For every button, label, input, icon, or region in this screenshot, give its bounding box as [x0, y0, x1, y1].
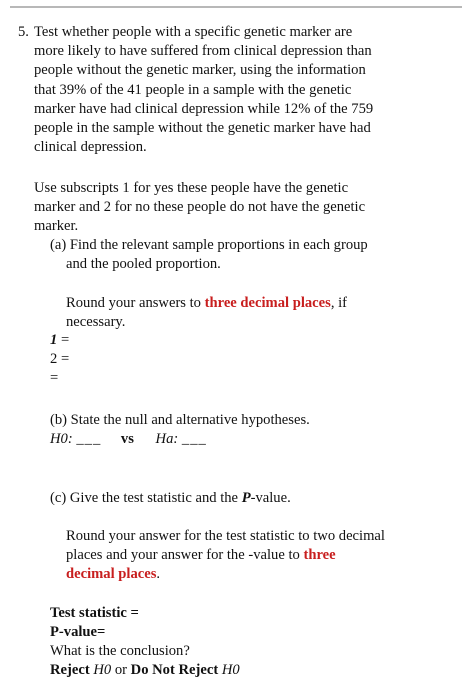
p1-label: 1	[50, 332, 58, 348]
part-c-prompt	[50, 489, 465, 508]
ha-blank[interactable]: ___	[181, 431, 207, 447]
rounding-emphasis: three decimal places	[204, 295, 331, 311]
p2-equals: =	[60, 351, 70, 367]
p2-row	[50, 350, 69, 369]
part-a-line: and the pooled proportion.	[66, 256, 221, 273]
rounding-emphasis: decimal places	[66, 566, 157, 583]
intro-line: Test whether people with a specific genetic marker are	[34, 24, 353, 40]
part-a-rounding	[66, 294, 466, 332]
reject-option[interactable]: Reject	[50, 662, 94, 678]
rounding-emphasis: three	[303, 547, 336, 564]
pooled-equals: =	[50, 370, 59, 386]
p1-equals: =	[60, 332, 70, 348]
p2-label: 2	[50, 351, 58, 367]
conclusion-options	[50, 661, 240, 680]
subscript-line: marker and 2 for no these people do not have the genetic	[34, 199, 366, 216]
intro-line: people in the sample without the genetic marker have had	[34, 120, 371, 137]
question-intro	[34, 23, 464, 157]
pooled-row	[50, 369, 58, 388]
part-c-text: -value.	[250, 490, 291, 506]
rounding-line: Round your answer for the test statistic to two decimal	[66, 528, 385, 544]
rounding-text: .	[156, 566, 161, 583]
test-statistic-label: Test statistic =	[50, 605, 139, 621]
part-a-line: (a) Find the relevant sample proportions in each group	[50, 237, 368, 253]
conclusion-question: What is the conclusion?	[50, 643, 190, 659]
intro-line: that 39% of the 41 people in a sample with the genetic	[34, 81, 352, 98]
rounding-text: , if	[330, 295, 348, 311]
or-text: or	[111, 662, 131, 678]
ha-label: Ha:	[155, 431, 179, 447]
not-reject-option[interactable]: Do Not Reject	[130, 662, 222, 678]
not-reject-h0: H0	[221, 662, 240, 678]
rounding-text: places and your answer for the -value to	[66, 547, 304, 564]
rounding-text: necessary.	[66, 314, 126, 331]
reject-h0: H0	[93, 662, 112, 678]
h0-label: H0:	[50, 431, 73, 447]
intro-line: clinical depression.	[34, 139, 147, 156]
rounding-text: Round your answers to	[66, 295, 205, 311]
question-number: 5.	[18, 24, 29, 40]
h0-blank[interactable]: ___	[76, 431, 102, 447]
intro-line: more likely to have suffered from clinical depression than	[34, 43, 372, 60]
part-a-prompt	[50, 236, 465, 274]
p1-row	[50, 331, 69, 350]
vs-label: vs	[120, 431, 134, 447]
part-c-p: P	[241, 490, 251, 506]
part-c-text: (c) Give the test statistic and the	[50, 490, 242, 506]
subscript-line: Use subscripts 1 for yes these people have the genetic	[34, 180, 349, 196]
intro-line: people without the genetic marker, using the information	[34, 62, 366, 79]
hypotheses-row	[50, 430, 465, 449]
part-b-prompt: (b) State the null and alternative hypotheses.	[50, 412, 310, 428]
subscript-instructions	[34, 179, 464, 237]
intro-line: marker have had clinical depression while 12% of the 759	[34, 100, 374, 117]
part-c-rounding	[66, 527, 466, 585]
subscript-line: marker.	[34, 218, 79, 235]
top-divider	[10, 6, 462, 8]
pvalue-label: P-value=	[50, 624, 106, 640]
